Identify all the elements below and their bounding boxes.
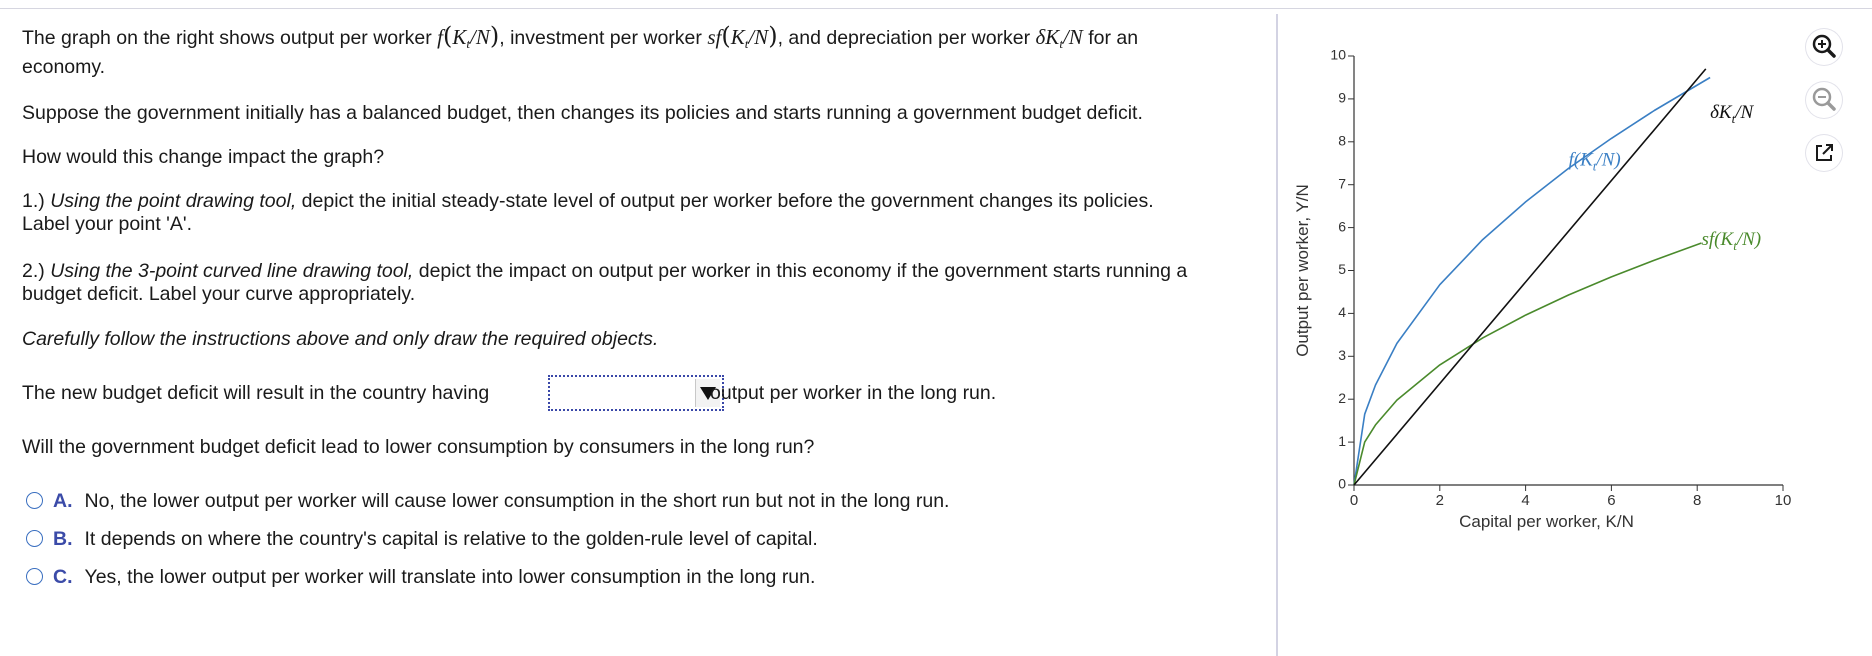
y-tick-label: 5 — [1338, 261, 1346, 278]
radio-a[interactable] — [26, 492, 43, 509]
depreciation-line — [1354, 69, 1706, 485]
radio-c[interactable] — [26, 568, 43, 585]
y-tick-label: 10 — [1330, 46, 1346, 63]
step-2-line-1: 2.) Using the 3-point curved line drawing tool, depict the impact on output per worker in this economy if the government starts running a — [22, 260, 1188, 282]
intro-line-1: The graph on the right shows output per worker $f(K_t/N)$, investment per worker $sf(K_t/N)$, and depreciation per worker $\delta K_t/N$ for an — [22, 22, 1139, 51]
x-tick-label: 4 — [1521, 492, 1530, 509]
investment-curve-label: $sf(K_t/N)$ — [1701, 228, 1762, 253]
investment-function: $sf(K_t/N)$ — [707, 22, 778, 51]
y-tick-label: 3 — [1338, 347, 1346, 364]
depreciation-function: $\delta K_t/N$ — [1035, 25, 1083, 51]
x-tick-label: 6 — [1607, 492, 1616, 509]
output-function: $f(K_t/N)$ — [437, 22, 500, 51]
y-tick-label: 2 — [1338, 389, 1346, 406]
step-1-line-1: 1.) Using the point drawing tool, depict the initial steady-state level of output per worker before the government changes its policies. — [22, 190, 1154, 212]
zoom-in-icon — [1806, 29, 1842, 65]
x-axis-title: Capital per worker, K/N — [1459, 512, 1634, 531]
x-tick-label: 8 — [1693, 492, 1702, 509]
zoom-out-icon — [1806, 82, 1842, 118]
choice-b[interactable]: B. It depends on where the country's capital is relative to the golden-rule level of capital. — [26, 527, 818, 551]
choice-c[interactable]: C. Yes, the lower output per worker will translate into lower consumption in the long run. — [26, 565, 815, 589]
choice-a[interactable]: A. No, the lower output per worker will cause lower consumption in the short run but not in the long run. — [26, 489, 949, 513]
fill-in-after: output per worker in the long run. — [710, 382, 997, 404]
y-tick-label: 9 — [1338, 89, 1346, 106]
instruction-note: Carefully follow the instructions above and only draw the required objects. — [22, 328, 659, 350]
y-tick-label: 1 — [1338, 432, 1346, 449]
consumption-question: Will the government budget deficit lead to lower consumption by consumers in the long run? — [22, 436, 815, 458]
x-tick-label: 10 — [1774, 492, 1792, 509]
output-curve — [1354, 78, 1710, 486]
depreciation-line-label: $\delta K_t/N$ — [1710, 102, 1754, 127]
step-2-line-2: budget deficit. Label your curve appropriately. — [22, 283, 416, 305]
external-link-icon — [1806, 135, 1842, 171]
step-1-line-2: Label your point 'A'. — [22, 213, 193, 235]
radio-b[interactable] — [26, 530, 43, 547]
fill-in-before: The new budget deficit will result in the country having — [22, 382, 490, 404]
zoom-in-button[interactable] — [1806, 29, 1842, 65]
y-axis-title: Output per worker, Y/N — [1293, 184, 1312, 357]
y-tick-label: 4 — [1338, 304, 1346, 321]
output-level-dropdown[interactable] — [548, 375, 724, 411]
prompt-text: How would this change impact the graph? — [22, 146, 385, 168]
y-tick-label: 6 — [1338, 218, 1346, 235]
y-tick-label: 0 — [1338, 475, 1346, 492]
zoom-out-button[interactable] — [1806, 82, 1842, 118]
y-tick-label: 8 — [1338, 132, 1346, 149]
output-curve-label: $f(K_t/N)$ — [1568, 149, 1621, 174]
intro-line-2: economy. — [22, 56, 106, 78]
x-tick-label: 0 — [1349, 492, 1359, 509]
top-rule — [0, 8, 1872, 9]
open-external-button[interactable] — [1806, 135, 1842, 171]
x-tick-label: 2 — [1435, 492, 1444, 509]
scenario-text: Suppose the government initially has a balanced budget, then changes its policies and starts running a government budget deficit. — [22, 102, 1143, 124]
y-tick-label: 7 — [1338, 175, 1346, 192]
solow-graph[interactable] — [1280, 20, 1800, 560]
panel-divider — [1276, 14, 1278, 656]
